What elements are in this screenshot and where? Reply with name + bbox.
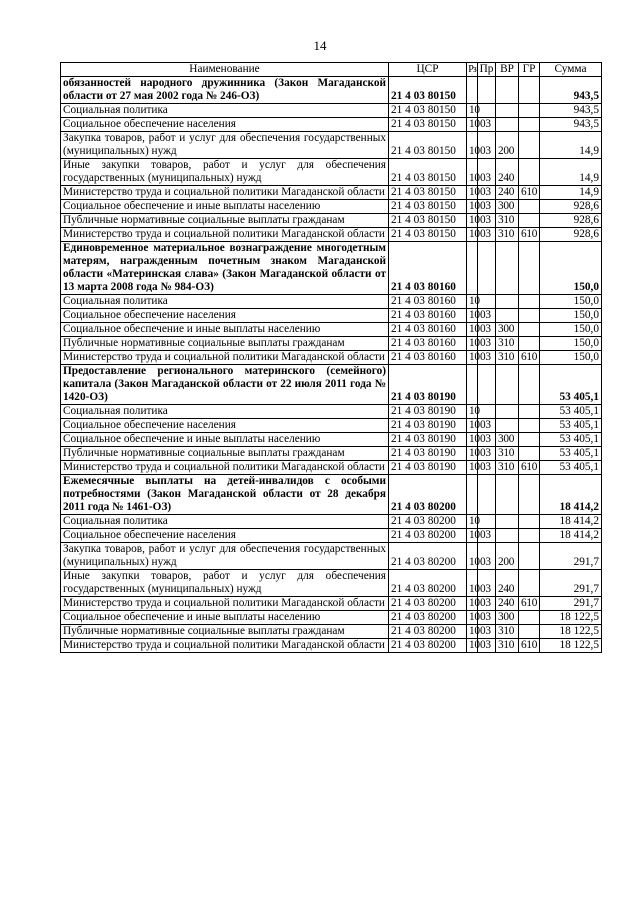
table-row	[61, 77, 602, 104]
cell-sum: 14,9	[540, 186, 602, 200]
cell-gr	[519, 405, 540, 419]
cell-gr: 610	[519, 351, 540, 365]
table-row	[61, 515, 602, 529]
cell-gr	[519, 200, 540, 214]
cell-pr: 03	[478, 570, 496, 597]
cell-pr: 03	[478, 309, 496, 323]
cell-gr: 610	[519, 186, 540, 200]
table-row	[61, 447, 602, 461]
cell-name: обязанностей народного дружинника (Закон Магаданской области от 27 мая 2002 года № 246-ОЗ)	[61, 77, 389, 104]
cell-name: Публичные нормативные социальные выплаты гражданам	[61, 337, 389, 351]
cell-name: Единовременное материальное вознаграждение многодетным матерям, награжденным почетным знаком Магаданской области «Материнская слава» (Закон Магаданской области от 13 марта 2008 года № 984-ОЗ)	[61, 242, 389, 295]
cell-gr	[519, 323, 540, 337]
header-gr: ГР	[519, 63, 540, 77]
table-row	[61, 200, 602, 214]
cell-csr: 21 4 03 80150	[389, 228, 467, 242]
cell-csr: 21 4 03 80200	[389, 597, 467, 611]
cell-csr: 21 4 03 80200	[389, 570, 467, 597]
cell-rz: 10	[467, 611, 478, 625]
cell-gr	[519, 242, 540, 295]
cell-rz: 10	[467, 118, 478, 132]
cell-name: Социальное обеспечение населения	[61, 419, 389, 433]
table-row	[61, 597, 602, 611]
cell-pr: 03	[478, 132, 496, 159]
cell-pr: 03	[478, 323, 496, 337]
cell-gr	[519, 419, 540, 433]
cell-gr	[519, 611, 540, 625]
cell-name: Социальная политика	[61, 515, 389, 529]
cell-rz: 10	[467, 309, 478, 323]
cell-sum: 928,6	[540, 214, 602, 228]
cell-sum: 291,7	[540, 543, 602, 570]
cell-name: Социальное обеспечение и иные выплаты населению	[61, 611, 389, 625]
cell-rz: 10	[467, 419, 478, 433]
cell-csr: 21 4 03 80160	[389, 295, 467, 309]
cell-gr	[519, 77, 540, 104]
header-rz: Рз	[468, 64, 476, 75]
cell-csr: 21 4 03 80190	[389, 405, 467, 419]
cell-csr: 21 4 03 80200	[389, 529, 467, 543]
cell-csr: 21 4 03 80160	[389, 351, 467, 365]
table-row	[61, 543, 602, 570]
cell-gr	[519, 475, 540, 515]
cell-sum: 53 405,1	[540, 405, 602, 419]
cell-pr	[478, 405, 496, 419]
cell-pr: 03	[478, 625, 496, 639]
cell-vr	[496, 475, 519, 515]
cell-pr: 03	[478, 118, 496, 132]
cell-pr: 03	[478, 419, 496, 433]
cell-csr: 21 4 03 80200	[389, 639, 467, 653]
cell-name: Ежемесячные выплаты на детей-инвалидов с особыми потребностями (Закон Магаданской области от 28 декабря 2011 года № 1461-ОЗ)	[61, 475, 389, 515]
table-row	[61, 159, 602, 186]
cell-sum: 14,9	[540, 159, 602, 186]
header-pr: Пр	[478, 63, 496, 77]
cell-csr: 21 4 03 80190	[389, 433, 467, 447]
cell-pr: 03	[478, 186, 496, 200]
cell-name: Предоставление регионального материнского (семейного) капитала (Закон Магаданской области от 22 июля 2011 года № 1420-ОЗ)	[61, 365, 389, 405]
cell-vr	[496, 77, 519, 104]
cell-name: Министерство труда и социальной политики Магаданской области	[61, 186, 389, 200]
table-row	[61, 405, 602, 419]
cell-sum: 18 122,5	[540, 625, 602, 639]
cell-rz: 10	[467, 461, 478, 475]
cell-rz: 10	[467, 433, 478, 447]
cell-vr: 300	[496, 433, 519, 447]
cell-gr	[519, 295, 540, 309]
cell-sum: 18 414,2	[540, 475, 602, 515]
cell-gr	[519, 214, 540, 228]
cell-sum: 18 414,2	[540, 515, 602, 529]
cell-gr: 610	[519, 639, 540, 653]
cell-gr	[519, 309, 540, 323]
cell-pr	[478, 515, 496, 529]
table-row	[61, 433, 602, 447]
cell-pr: 03	[478, 200, 496, 214]
cell-pr: 03	[478, 351, 496, 365]
cell-vr: 240	[496, 186, 519, 200]
cell-vr: 240	[496, 597, 519, 611]
cell-csr: 21 4 03 80200	[389, 543, 467, 570]
table-row	[61, 186, 602, 200]
cell-name: Иные закупки товаров, работ и услуг для обеспечения государственных (муниципальных) нужд	[61, 570, 389, 597]
cell-rz: 10	[467, 159, 478, 186]
cell-csr: 21 4 03 80200	[389, 475, 467, 515]
cell-rz: 10	[467, 405, 478, 419]
cell-name: Социальное обеспечение и иные выплаты населению	[61, 433, 389, 447]
table-row	[61, 309, 602, 323]
cell-pr: 03	[478, 159, 496, 186]
cell-pr: 03	[478, 447, 496, 461]
cell-rz: 10	[467, 104, 478, 118]
cell-rz	[467, 77, 478, 104]
cell-csr: 21 4 03 80200	[389, 611, 467, 625]
table-row	[61, 132, 602, 159]
cell-pr: 03	[478, 543, 496, 570]
cell-rz: 10	[467, 228, 478, 242]
cell-pr: 03	[478, 529, 496, 543]
cell-vr: 240	[496, 570, 519, 597]
cell-vr	[496, 118, 519, 132]
cell-rz: 10	[467, 295, 478, 309]
cell-pr	[478, 104, 496, 118]
cell-vr	[496, 515, 519, 529]
cell-vr	[496, 242, 519, 295]
cell-sum: 928,6	[540, 200, 602, 214]
cell-pr	[478, 475, 496, 515]
table-row	[61, 214, 602, 228]
cell-vr: 310	[496, 461, 519, 475]
cell-vr	[496, 529, 519, 543]
cell-name: Министерство труда и социальной политики Магаданской области	[61, 461, 389, 475]
table-row	[61, 639, 602, 653]
cell-name: Министерство труда и социальной политики Магаданской области	[61, 228, 389, 242]
cell-csr: 21 4 03 80160	[389, 337, 467, 351]
page-number: 14	[313, 38, 327, 53]
cell-rz: 10	[467, 323, 478, 337]
cell-csr: 21 4 03 80150	[389, 200, 467, 214]
cell-vr: 300	[496, 611, 519, 625]
cell-pr	[478, 295, 496, 309]
cell-name: Социальная политика	[61, 104, 389, 118]
header-csr: ЦСР	[389, 63, 467, 77]
table-row	[61, 461, 602, 475]
cell-rz: 10	[467, 186, 478, 200]
cell-sum: 928,6	[540, 228, 602, 242]
header-name: Наименование	[61, 63, 389, 77]
table-header-row	[61, 63, 602, 77]
cell-name: Закупка товаров, работ и услуг для обеспечения государственных (муниципальных) нужд	[61, 132, 389, 159]
cell-sum: 18 414,2	[540, 529, 602, 543]
cell-pr: 03	[478, 461, 496, 475]
header-vr: ВР	[496, 63, 519, 77]
cell-sum: 150,0	[540, 295, 602, 309]
cell-gr	[519, 543, 540, 570]
cell-csr: 21 4 03 80200	[389, 515, 467, 529]
cell-gr: 610	[519, 228, 540, 242]
cell-sum: 14,9	[540, 132, 602, 159]
cell-csr: 21 4 03 80150	[389, 104, 467, 118]
cell-gr	[519, 625, 540, 639]
cell-name: Министерство труда и социальной политики Магаданской области	[61, 639, 389, 653]
cell-pr: 03	[478, 228, 496, 242]
cell-rz: 10	[467, 597, 478, 611]
header-sum: Сумма	[540, 63, 602, 77]
table-row	[61, 611, 602, 625]
cell-name: Социальное обеспечение и иные выплаты населению	[61, 200, 389, 214]
cell-csr: 21 4 03 80150	[389, 159, 467, 186]
cell-gr	[519, 515, 540, 529]
table-row	[61, 295, 602, 309]
cell-vr: 300	[496, 200, 519, 214]
cell-sum: 150,0	[540, 351, 602, 365]
cell-rz: 10	[467, 570, 478, 597]
cell-sum: 18 122,5	[540, 639, 602, 653]
cell-gr	[519, 365, 540, 405]
cell-vr: 200	[496, 543, 519, 570]
cell-name: Социальное обеспечение населения	[61, 118, 389, 132]
cell-gr	[519, 337, 540, 351]
cell-vr: 310	[496, 351, 519, 365]
table-row	[61, 104, 602, 118]
cell-gr	[519, 104, 540, 118]
cell-sum: 53 405,1	[540, 419, 602, 433]
cell-name: Социальное обеспечение и иные выплаты населению	[61, 323, 389, 337]
cell-rz	[467, 475, 478, 515]
budget-table	[60, 62, 602, 653]
cell-gr: 610	[519, 461, 540, 475]
cell-gr	[519, 447, 540, 461]
table-row	[61, 228, 602, 242]
cell-sum: 150,0	[540, 337, 602, 351]
cell-pr: 03	[478, 611, 496, 625]
cell-rz: 10	[467, 337, 478, 351]
cell-name: Публичные нормативные социальные выплаты гражданам	[61, 214, 389, 228]
cell-sum: 150,0	[540, 323, 602, 337]
cell-gr	[519, 118, 540, 132]
cell-vr: 310	[496, 337, 519, 351]
cell-name: Министерство труда и социальной политики Магаданской области	[61, 351, 389, 365]
cell-name: Закупка товаров, работ и услуг для обеспечения государственных (муниципальных) нужд	[61, 543, 389, 570]
cell-pr: 03	[478, 433, 496, 447]
cell-name: Социальная политика	[61, 295, 389, 309]
cell-csr: 21 4 03 80190	[389, 365, 467, 405]
cell-sum: 18 122,5	[540, 611, 602, 625]
cell-csr: 21 4 03 80160	[389, 242, 467, 295]
table-row	[61, 242, 602, 295]
table-row	[61, 475, 602, 515]
cell-vr: 200	[496, 132, 519, 159]
cell-name: Социальная политика	[61, 405, 389, 419]
cell-sum: 150,0	[540, 309, 602, 323]
table-row	[61, 365, 602, 405]
cell-gr: 610	[519, 597, 540, 611]
cell-csr: 21 4 03 80190	[389, 419, 467, 433]
cell-name: Публичные нормативные социальные выплаты гражданам	[61, 625, 389, 639]
table-row	[61, 625, 602, 639]
cell-csr: 21 4 03 80150	[389, 132, 467, 159]
cell-rz	[467, 242, 478, 295]
cell-vr	[496, 295, 519, 309]
cell-vr	[496, 104, 519, 118]
cell-pr: 03	[478, 639, 496, 653]
cell-csr: 21 4 03 80200	[389, 625, 467, 639]
cell-rz: 10	[467, 639, 478, 653]
cell-sum: 291,7	[540, 597, 602, 611]
cell-pr: 03	[478, 337, 496, 351]
cell-rz: 10	[467, 529, 478, 543]
table-row	[61, 323, 602, 337]
cell-vr: 240	[496, 159, 519, 186]
cell-csr: 21 4 03 80150	[389, 186, 467, 200]
cell-sum: 53 405,1	[540, 461, 602, 475]
table-row	[61, 351, 602, 365]
cell-gr	[519, 132, 540, 159]
cell-pr: 03	[478, 597, 496, 611]
cell-rz: 10	[467, 515, 478, 529]
table-row	[61, 337, 602, 351]
cell-gr	[519, 529, 540, 543]
cell-vr	[496, 419, 519, 433]
cell-rz: 10	[467, 543, 478, 570]
cell-csr: 21 4 03 80160	[389, 323, 467, 337]
cell-name: Социальное обеспечение населения	[61, 529, 389, 543]
cell-pr	[478, 242, 496, 295]
cell-sum: 291,7	[540, 570, 602, 597]
cell-csr: 21 4 03 80150	[389, 77, 467, 104]
cell-vr	[496, 405, 519, 419]
table-row	[61, 118, 602, 132]
cell-vr: 310	[496, 639, 519, 653]
table-row	[61, 529, 602, 543]
cell-rz: 10	[467, 447, 478, 461]
cell-sum: 53 405,1	[540, 447, 602, 461]
cell-vr: 300	[496, 323, 519, 337]
cell-vr	[496, 365, 519, 405]
cell-name: Министерство труда и социальной политики Магаданской области	[61, 597, 389, 611]
cell-csr: 21 4 03 80150	[389, 118, 467, 132]
cell-name: Иные закупки товаров, работ и услуг для обеспечения государственных (муниципальных) нужд	[61, 159, 389, 186]
cell-vr: 310	[496, 625, 519, 639]
cell-gr	[519, 433, 540, 447]
cell-name: Социальное обеспечение населения	[61, 309, 389, 323]
cell-sum: 150,0	[540, 242, 602, 295]
table-row	[61, 570, 602, 597]
cell-csr: 21 4 03 80190	[389, 447, 467, 461]
cell-name: Публичные нормативные социальные выплаты гражданам	[61, 447, 389, 461]
cell-pr	[478, 365, 496, 405]
cell-vr: 310	[496, 214, 519, 228]
table-row	[61, 419, 602, 433]
cell-sum: 53 405,1	[540, 433, 602, 447]
cell-sum: 53 405,1	[540, 365, 602, 405]
cell-sum: 943,5	[540, 77, 602, 104]
cell-rz: 10	[467, 214, 478, 228]
cell-pr: 03	[478, 214, 496, 228]
cell-sum: 943,5	[540, 118, 602, 132]
cell-sum: 943,5	[540, 104, 602, 118]
cell-rz: 10	[467, 625, 478, 639]
cell-rz: 10	[467, 351, 478, 365]
cell-rz	[467, 365, 478, 405]
cell-csr: 21 4 03 80160	[389, 309, 467, 323]
cell-vr	[496, 309, 519, 323]
cell-rz: 10	[467, 132, 478, 159]
cell-vr: 310	[496, 228, 519, 242]
cell-pr	[478, 77, 496, 104]
cell-gr	[519, 570, 540, 597]
cell-vr: 310	[496, 447, 519, 461]
cell-csr: 21 4 03 80150	[389, 214, 467, 228]
cell-rz: 10	[467, 200, 478, 214]
cell-gr	[519, 159, 540, 186]
cell-csr: 21 4 03 80190	[389, 461, 467, 475]
